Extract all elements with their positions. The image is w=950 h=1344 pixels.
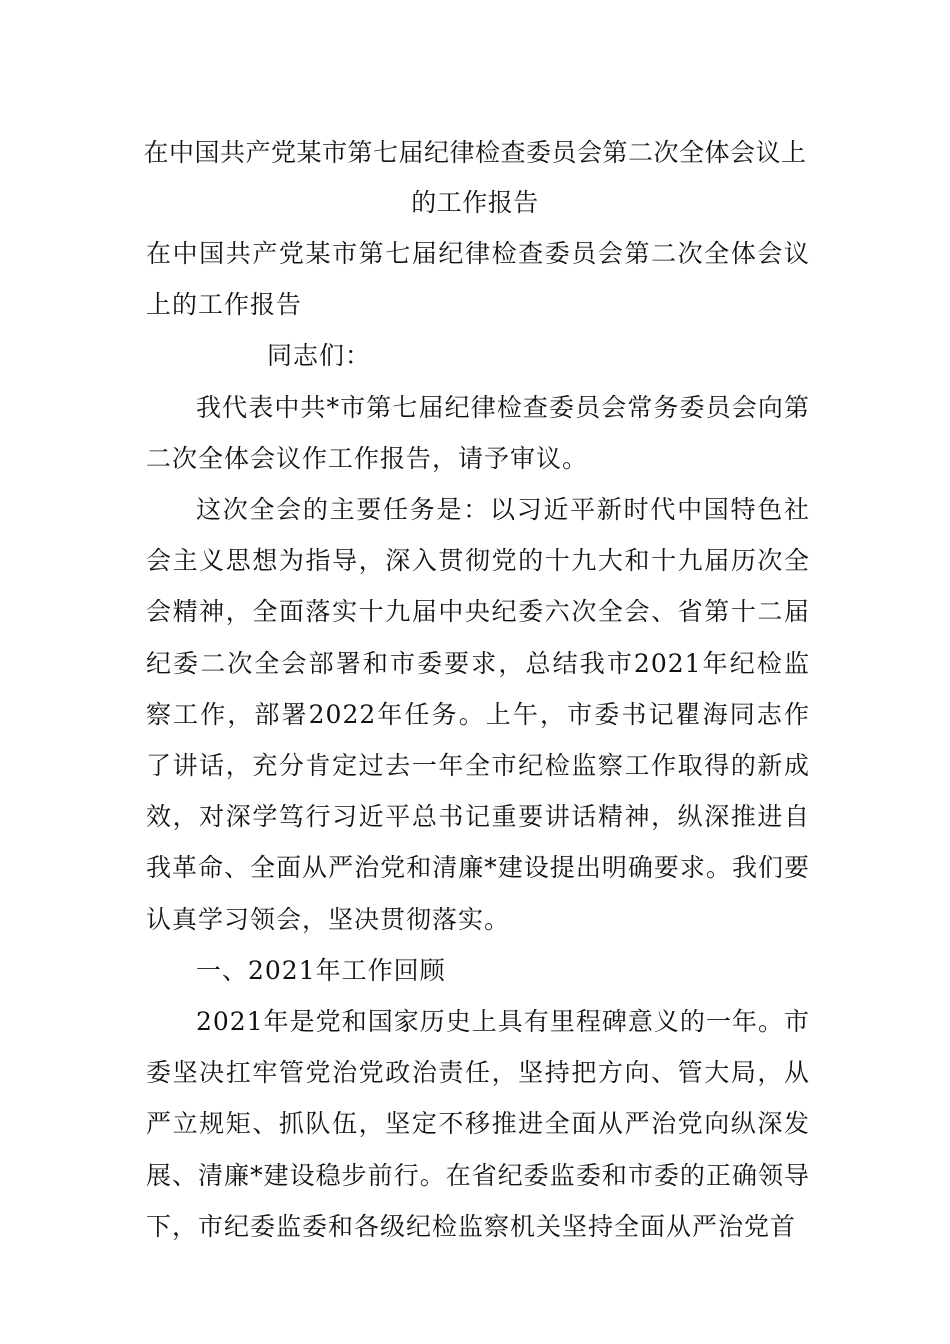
greeting: 同志们： bbox=[267, 341, 372, 371]
document-title: 在中国共产党某市第七届纪律检查委员会第二次全体会议上的工作报告 bbox=[143, 138, 807, 217]
document-body bbox=[146, 228, 810, 1252]
paragraph-intro: 我代表中共*市第七届纪律检查委员会常务委员会向第二次全体会议作工作报告，请予审议。 bbox=[146, 392, 810, 473]
section-heading: 一、2021年工作回顾 bbox=[196, 955, 446, 985]
section-paragraph: 2021年是党和国家历史上具有里程碑意义的一年。市委坚决扛牢管党治党政治责任，坚持把方向、管大局，从严立规矩、抓队伍，坚定不移推进全面从严治党向纵深发展、清廉*建设稳步前行。在省纪委监委和市委的正确领导下，市纪委监委和各级纪检监察机关坚持全面从严治党首 bbox=[146, 1007, 810, 1241]
paragraph-tasks: 这次全会的主要任务是：以习近平新时代中国特色社会主义思想为指导，深入贯彻党的十九大和十九届历次全会精神，全面落实十九届中央纪委六次全会、省第十二届纪委二次全会部署和市委要求，总结我市2021年纪检监察工作，部署2022年任务。上午，市委书记瞿海同志作了讲话，充分肯定过去一年全市纪检监察工作取得的新成效，对深学笃行习近平总书记重要讲话精神，纵深推进自我革命、全面从严治党和清廉*建设提出明确要求。我们要认真学习领会，坚决贯彻落实。 bbox=[146, 495, 810, 934]
document-subtitle: 在中国共产党某市第七届纪律检查委员会第二次全体会议上的工作报告 bbox=[146, 239, 810, 320]
